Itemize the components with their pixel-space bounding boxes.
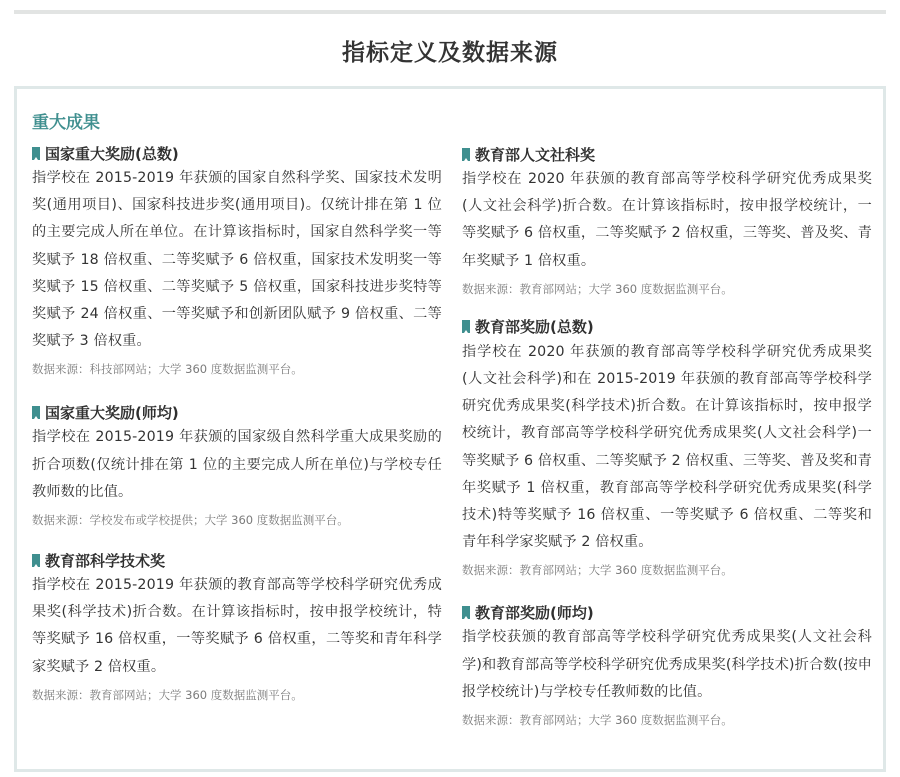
indicator-description: 指学校获颁的教育部高等学校科学研究优秀成果奖(人文社会科学)和教育部高等学校科学研究优秀成果奖(科学技术)折合数(按申报学校统计)与学校专任教师数的比值。 [462,629,872,700]
data-source: 数据来源：教育部网站；大学 360 度数据监测平台。 [32,687,303,702]
indicator-moe-award-total [462,316,872,583]
indicator-description: 指学校在 2015-2019 年获颁的国家自然科学奖、国家技术发明奖(通用项目)、国家科技进步奖(通用项目)。仅统计排在第 1 位的主要完成人所在单位。在计算该指标时，国家自然科学奖一等奖赋予 18 倍权重、二等奖赋予 6 倍权重，国家技术发明奖一等奖赋予 15 倍权重、二等奖赋予 5 倍权重，国家科技进步奖特等奖赋予 24 倍权重、一等奖赋予和创新团队赋予 9 倍权重、二等奖赋予 3 倍权重。 [32,170,442,350]
data-source: 数据来源：教育部网站；大学 360 度数据监测平台。 [462,281,733,296]
indicator-title: 国家重大奖励(师均) [45,403,179,422]
indicator-title: 教育部奖励(总数) [475,318,594,337]
indicator-title: 教育部奖励(师均) [475,603,594,622]
section-heading: 重大成果 [32,113,100,133]
data-source: 数据来源：教育部网站；大学 360 度数据监测平台。 [462,563,733,578]
bookmark-icon [462,606,470,619]
bookmark-icon [462,320,470,333]
bookmark-icon [32,406,40,419]
bookmark-icon [32,147,40,160]
left-column [32,142,442,707]
indicator-description: 指学校在 2015-2019 年获颁的教育部高等学校科学研究优秀成果奖(科学技术)折合数。在计算该指标时，按申报学校统计，特等奖赋予 16 倍权重，一等奖赋予 6 倍权重，二等奖和青年科学家奖赋予 2 倍权重。 [32,577,442,675]
indicator-description: 指学校在 2015-2019 年获颁的国家级自然科学重大成果奖励的折合项数(仅统计排在第 1 位的主要完成人所在单位)与学校专任教师数的比值。 [32,429,442,500]
indicator-description: 指学校在 2020 年获颁的教育部高等学校科学研究优秀成果奖(人文社会科学)折合数。在计算该指标时，按申报学校统计，一等奖赋予 6 倍权重，二等奖赋予 2 倍权重，三等奖、普及奖、青年奖赋予 1 倍权重。 [462,171,872,269]
data-source: 数据来源：科技部网站；大学 360 度数据监测平台。 [32,362,303,377]
indicator-moe-award-per-teacher [462,601,872,732]
indicator-title: 国家重大奖励(总数) [45,144,179,163]
indicator-moe-science-tech-award [32,549,442,707]
data-source: 数据来源：学校发布或学校提供；大学 360 度数据监测平台。 [32,513,349,528]
indicator-moe-humanities-award [462,143,872,301]
top-divider [14,10,886,14]
page-title: 指标定义及数据来源 [342,40,558,66]
indicator-national-award-total [32,142,442,381]
data-source: 数据来源：教育部网站；大学 360 度数据监测平台。 [462,713,733,728]
bookmark-icon [32,554,40,567]
indicator-title: 教育部人文社科奖 [475,145,596,164]
bookmark-icon [462,148,470,161]
indicator-national-award-per-teacher [32,401,442,532]
indicator-title: 教育部科学技术奖 [45,551,166,570]
right-column [462,143,872,732]
indicator-description: 指学校在 2020 年获颁的教育部高等学校科学研究优秀成果奖(人文社会科学)和在 2015-2019 年获颁的教育部高等学校科学研究优秀成果奖(科学技术)折合数。在计算该指标时，按申报学校统计，教育部高等学校科学研究优秀成果奖(人文社会科学)一等奖赋予 6 倍权重、二等奖赋予 2 倍权重、三等奖、普及奖和青年奖赋予 1 倍权重，教育部高等学校科学研究优秀成果奖(科学技术)特等奖赋予 16 倍权重、一等奖赋予 6 倍权重、二等奖和青年科学家奖赋予 2 倍权重。 [462,343,872,551]
